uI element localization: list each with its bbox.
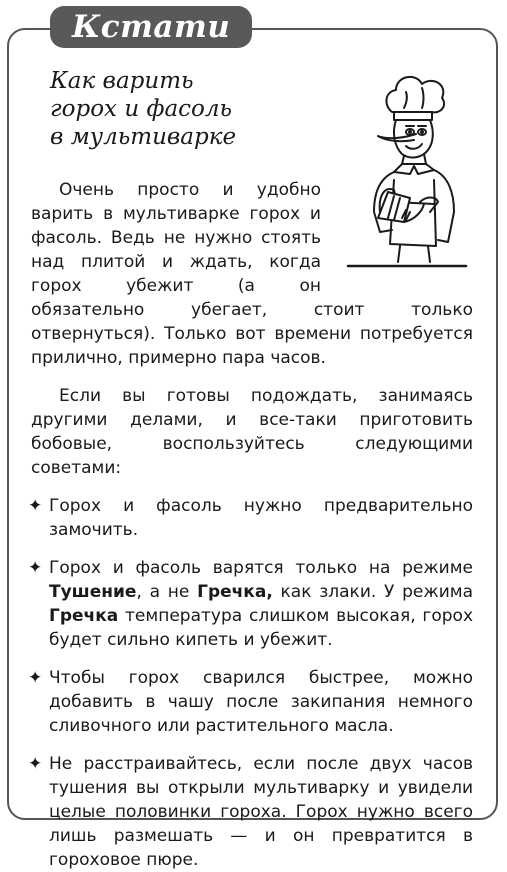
sidebar-tab-label: Кстати: [50, 6, 252, 48]
list-item: [28, 556, 474, 652]
sidebar-body: [28, 178, 474, 872]
sidebar-title: [50, 67, 310, 151]
list-item: [28, 752, 473, 872]
title-line-2: горох и фасоль: [50, 96, 233, 122]
four-point-star-icon: ✦: [28, 558, 43, 578]
four-point-star-icon: ✦: [28, 668, 43, 688]
four-point-star-icon: ✦: [28, 496, 43, 516]
title-line-1: Как варить: [50, 68, 194, 94]
tip-text: Горох и фасоль варятся только на режиме: [49, 558, 473, 578]
tip-text: Горох и фасоль нужно предварительно замочить.: [49, 496, 473, 540]
list-item: [28, 494, 473, 542]
title-line-3: в мультиварке: [50, 124, 237, 150]
paragraph-2: Если вы готовы подождать, занимаясь другими делами, и все-таки приготовить бобовые, воспользуйтесь следующими советами:: [31, 386, 473, 478]
mode-name: Гречка: [49, 606, 119, 626]
tips-list: [28, 494, 474, 872]
four-point-star-icon: ✦: [28, 754, 43, 774]
tip-text: Не расстраивайтесь, если после двух часов тушения вы открыли мультиварку и увидели целые половинки гороха. Горох нужно всего лишь размешать — и он превратится в гороховое пюре.: [49, 754, 473, 870]
paragraph-1: Очень просто и удобно варить в мультиварке горох и фасоль. Ведь не нужно стоять над плитой и ждать, когда горох убежит (а он обязательно убегает, стоит только отвернуться). Только вот времени потребуется прилично, примерно пара часов.: [31, 180, 473, 368]
list-item: [28, 666, 473, 738]
tip-text: Чтобы горох сварился быстрее, можно добавить в чашу после закипания немного сливочного или растительного масла.: [49, 668, 473, 736]
tip-text: как злаки. У режима: [272, 582, 474, 602]
tip-text: , а не: [136, 582, 198, 602]
illustration-spacer: [321, 178, 473, 296]
tip-text: температура слишком высокая, горох будет сильно кипеть и убежит.: [49, 606, 473, 650]
mode-name: Тушение: [49, 582, 137, 602]
mode-name: Гречка,: [197, 582, 273, 602]
